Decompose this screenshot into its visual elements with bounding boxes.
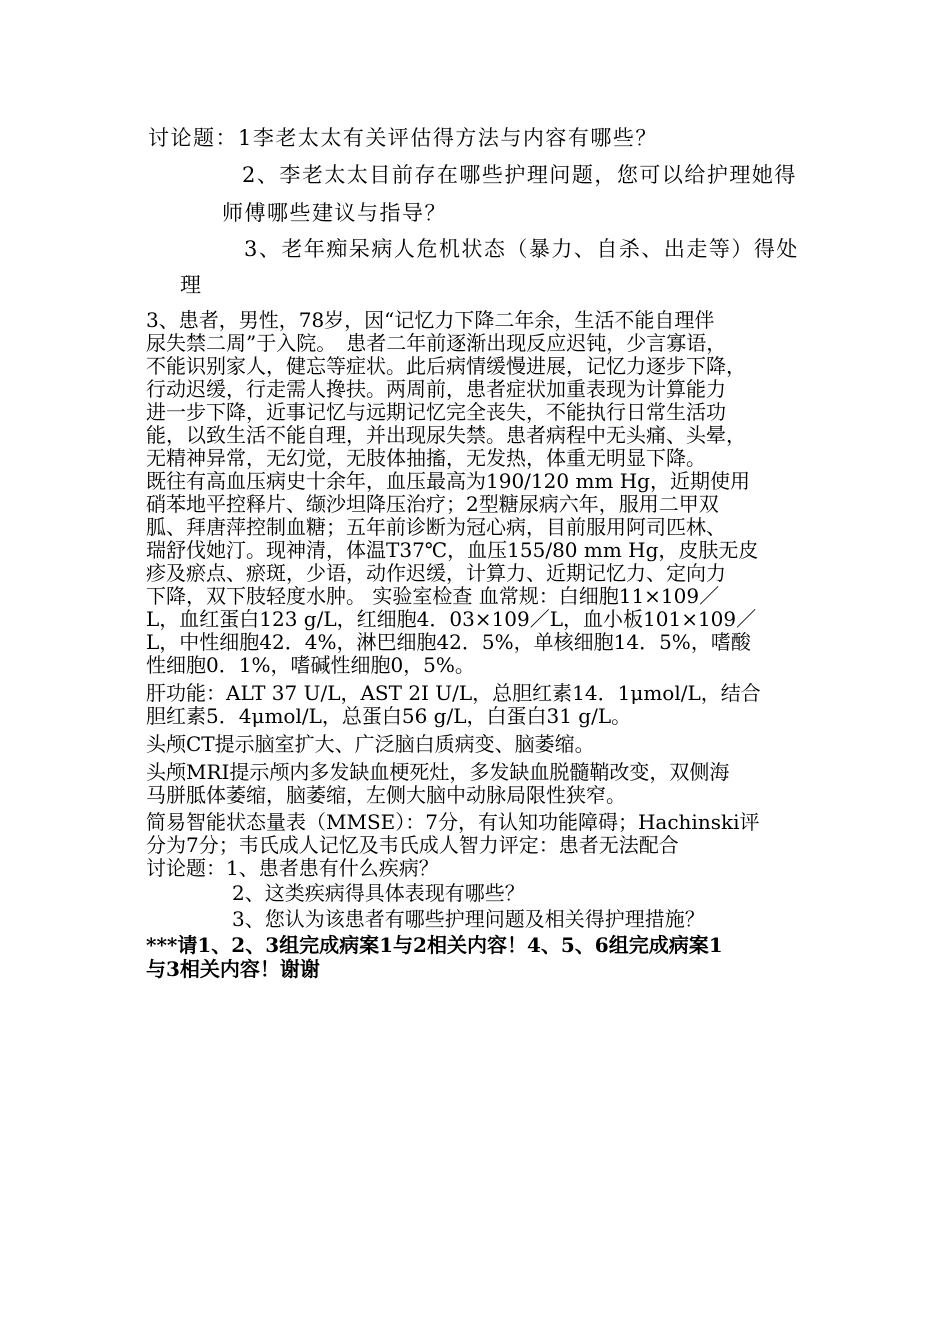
discussion-question-1: 讨论题：1李老太太有关评估得方法与内容有哪些？ bbox=[148, 126, 658, 150]
discussion-question-3-line1: 3、老年痴呆病人危机状态（暴力、自杀、出走等）得处 bbox=[244, 237, 799, 261]
case3-line: 胍、拜唐萍控制血糖；五年前诊断为冠心病，目前服用阿司匹林、 bbox=[146, 515, 726, 539]
case3-line: 简易智能状态量表（MMSE）：7分，有认知功能障碍；Hachinski评 bbox=[146, 810, 760, 834]
case3-line: 马胼胝体萎缩，脑萎缩，左侧大脑中动脉局限性狭窄。 bbox=[146, 783, 626, 807]
case3-line: L，血红蛋白123 g/L，红细胞4．03×109／L，血小板101×109／ bbox=[146, 607, 757, 631]
group-assignment-note-line2: 与3相关内容！谢谢 bbox=[146, 957, 320, 981]
case3-line: 疹及瘀点、瘀斑，少语，动作迟缓，计算力、近期记忆力、定向力 bbox=[146, 561, 726, 585]
case3-line: 下降，双下肢轻度水肿。 实验室检查 血常规：白细胞11×109／ bbox=[146, 584, 720, 608]
case3-line: 进一步下降，近事记忆与远期记忆完全丧失，不能执行日常生活功 bbox=[146, 400, 726, 424]
case3-line: 尿失禁二周”于入院。 患者二年前逐渐出现反应迟钝，少言寡语， bbox=[146, 331, 727, 355]
case3-line: 胆红素5．4μmol/L，总蛋白56 g/L，白蛋白31 g/L。 bbox=[146, 704, 632, 728]
case3-line: 能，以致生活不能自理，并出现尿失禁。患者病程中无头痛、头晕， bbox=[146, 423, 746, 447]
case3-line: 头颅CT提示脑室扩大、广泛脑白质病变、脑萎缩。 bbox=[146, 732, 595, 756]
case3-discussion-title: 讨论题：1、患者患有什么疾病？ bbox=[146, 856, 439, 880]
case3-line: 头颅MRI提示颅内多发缺血梗死灶，多发缺血脱髓鞘改变，双侧海 bbox=[146, 760, 730, 784]
case3-line: 硝苯地平控释片、缬沙坦降压治疗；2型糖尿病六年，服用二甲双 bbox=[146, 492, 719, 516]
discussion-question-2-line2: 师傅哪些建议与指导？ bbox=[222, 201, 447, 225]
case3-line: 瑞舒伐她汀。现神清，体温T37℃，血压155/80 mm Hg，皮肤无皮 bbox=[146, 538, 759, 562]
group-assignment-note-line1: ***请1、2、3组完成病案1与2相关内容！4、5、6组完成病案1 bbox=[146, 933, 723, 957]
case3-discussion-question-2: 2、这类疾病得具体表现有哪些？ bbox=[232, 881, 525, 905]
case3-line: 肝功能：ALT 37 U/L，AST 2I U/L，总胆红素14．1μmol/L，结合 bbox=[146, 681, 761, 705]
case3-discussion-question-3: 3、您认为该患者有哪些护理问题及相关得护理措施？ bbox=[232, 907, 705, 931]
case3-line: L，中性细胞42．4%，淋巴细胞42．5%，单核细胞14．5%，嗜酸 bbox=[146, 630, 751, 654]
case3-line: 分为7分；韦氏成人记忆及韦氏成人智力评定：患者无法配合 bbox=[146, 833, 679, 857]
case3-line: 无精神异常，无幻觉，无肢体抽搐，无发热，体重无明显下降。 bbox=[146, 446, 706, 470]
case3-line: 行动迟缓，行走需人搀扶。两周前，患者症状加重表现为计算能力 bbox=[146, 377, 726, 401]
case3-line: 不能识别家人，健忘等症状。此后病情缓慢进展，记忆力逐步下降， bbox=[146, 354, 746, 378]
case3-line: 3、患者，男性，78岁，因“记忆力下降二年余，生活不能自理伴 bbox=[146, 308, 715, 332]
case3-line: 性细胞0．1%，嗜碱性细胞0，5%。 bbox=[146, 653, 475, 677]
case3-line: 既往有高血压病史十余年，血压最高为190/120 mm Hg，近期使用 bbox=[146, 469, 750, 493]
discussion-question-3-line2: 理 bbox=[180, 273, 203, 297]
discussion-question-2-line1: 2、李老太太目前存在哪些护理问题，您可以给护理她得 bbox=[242, 163, 797, 187]
